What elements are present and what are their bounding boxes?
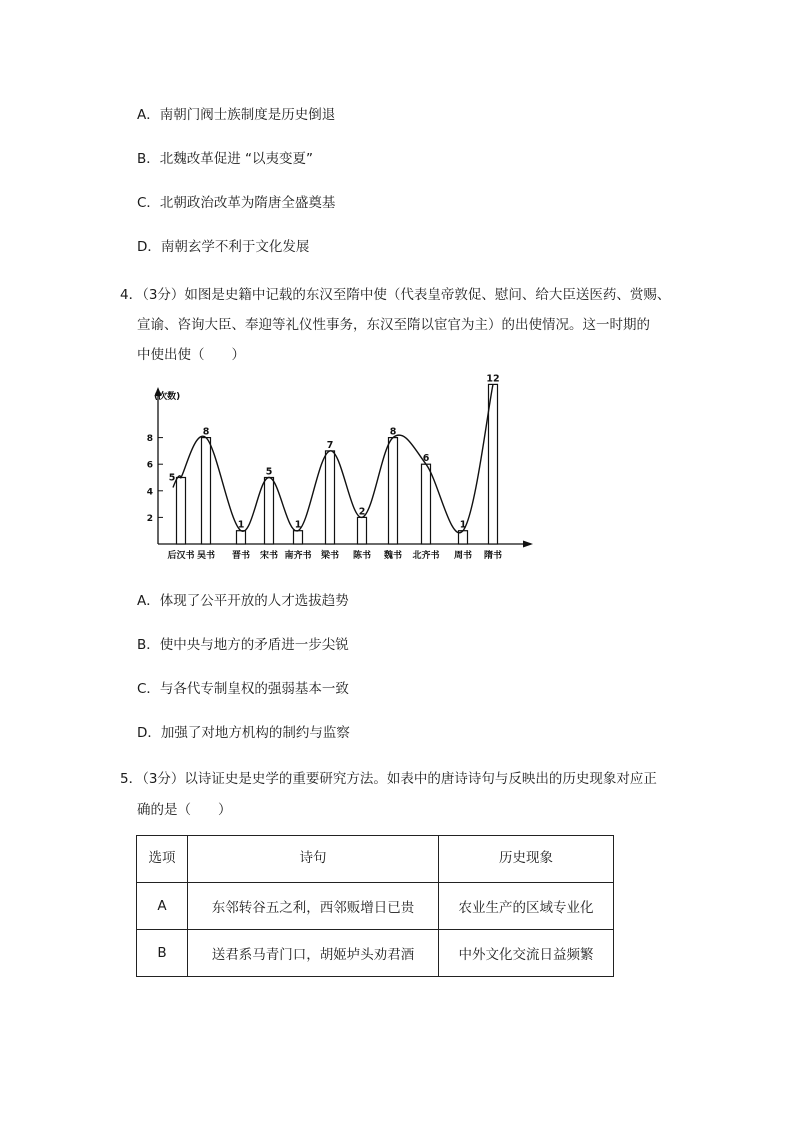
bar-value-label: 12 [486, 373, 500, 385]
bar-value-label: 1 [294, 519, 302, 531]
bar [294, 531, 303, 544]
row-option: B [137, 930, 188, 977]
header-poem: 诗句 [188, 836, 439, 883]
bar [326, 451, 335, 544]
q4-option-c: C．与各代专制皇权的强弱基本一致 [137, 681, 349, 697]
row-phenomenon: 农业生产的区域专业化 [439, 883, 614, 930]
bar [389, 438, 398, 544]
table-row [137, 883, 614, 930]
y-tick-label: 2 [146, 513, 153, 524]
bar [237, 531, 246, 544]
envoy-bar-chart [146, 373, 543, 568]
q4-stem-line-2: 宣谕、咨询大臣、奉迎等礼仪性事务，东汉至隋以宦官为主）的出使情况。这一时期的 [137, 317, 650, 333]
y-tick-label: 6 [146, 460, 153, 471]
q3-option-b: B．北魏改革促进 “以夷变夏” [137, 151, 314, 167]
q5-stem-line-2: 确的是（ ） [137, 802, 232, 818]
q3-option-c: C．北朝政治改革为隋唐全盛奠基 [137, 195, 336, 211]
row-poem: 东邻转谷五之利，西邻贩增日已贵 [188, 883, 439, 930]
bar-value-label: 1 [459, 519, 467, 531]
q5-stem-line-1: 5．（3分）以诗证史是史学的重要研究方法。如表中的唐诗诗句与反映出的历史现象对应正 [120, 771, 657, 787]
poem-history-table [136, 835, 614, 977]
bar-value-label: 5 [265, 466, 273, 478]
x-tick-label: 南齐书 [284, 551, 312, 561]
x-tick-label: 隋书 [483, 551, 503, 561]
header-phenomenon: 历史现象 [439, 836, 614, 883]
q4-stem-line-1: 4．（3分）如图是史籍中记载的东汉至隋中使（代表皇帝敦促、慰问、给大臣送医药、赏赐、 [120, 287, 671, 303]
q3-option-a: A．南朝门阀士族制度是历史倒退 [137, 107, 336, 123]
header-option: 选项 [137, 836, 188, 883]
x-tick-label: 陈书 [352, 551, 372, 561]
q4-option-b: B．使中央与地方的矛盾进一步尖锐 [137, 637, 349, 653]
y-axis-label: (次数) [154, 392, 181, 402]
bar-value-label: 8 [389, 426, 397, 438]
bar-value-label: 1 [237, 519, 245, 531]
bar [202, 438, 211, 544]
x-axis-arrow [523, 541, 533, 548]
row-poem: 送君系马青门口，胡姬垆头劝君酒 [188, 930, 439, 977]
q4-option-d: D．加强了对地方机构的制约与监察 [137, 725, 350, 741]
x-tick-label: 吴书 [196, 551, 216, 561]
x-tick-label: 周书 [453, 551, 473, 561]
table-row [137, 930, 614, 977]
table-header-row [137, 836, 614, 883]
row-phenomenon: 中外文化交流日益频繁 [439, 930, 614, 977]
q4-option-a: A．体现了公平开放的人才选拔趋势 [137, 593, 349, 609]
bar [265, 478, 274, 545]
x-tick-label: 晋书 [231, 551, 251, 561]
x-tick-label: 北齐书 [412, 551, 440, 561]
bar-value-label: 7 [326, 439, 334, 451]
x-tick-label: 梁书 [320, 551, 340, 561]
y-tick-label: 4 [146, 487, 153, 498]
row-option: A [137, 883, 188, 930]
bar [358, 517, 367, 544]
bar-value-label: 6 [422, 453, 430, 465]
x-tick-label: 宋书 [259, 551, 279, 561]
x-tick-label: 魏书 [383, 551, 403, 561]
q4-stem-line-3: 中使出使（ ） [137, 347, 245, 363]
bar [489, 384, 498, 544]
bar-value-label: 8 [202, 426, 210, 438]
bar [422, 464, 431, 544]
q3-option-d: D．南朝玄学不利于文化发展 [137, 239, 310, 255]
bar-value-label: 5 [168, 472, 176, 484]
y-tick-label: 8 [146, 434, 153, 445]
x-tick-label: 后汉书 [167, 551, 195, 561]
bar [177, 478, 186, 545]
bar-value-label: 2 [358, 506, 366, 518]
